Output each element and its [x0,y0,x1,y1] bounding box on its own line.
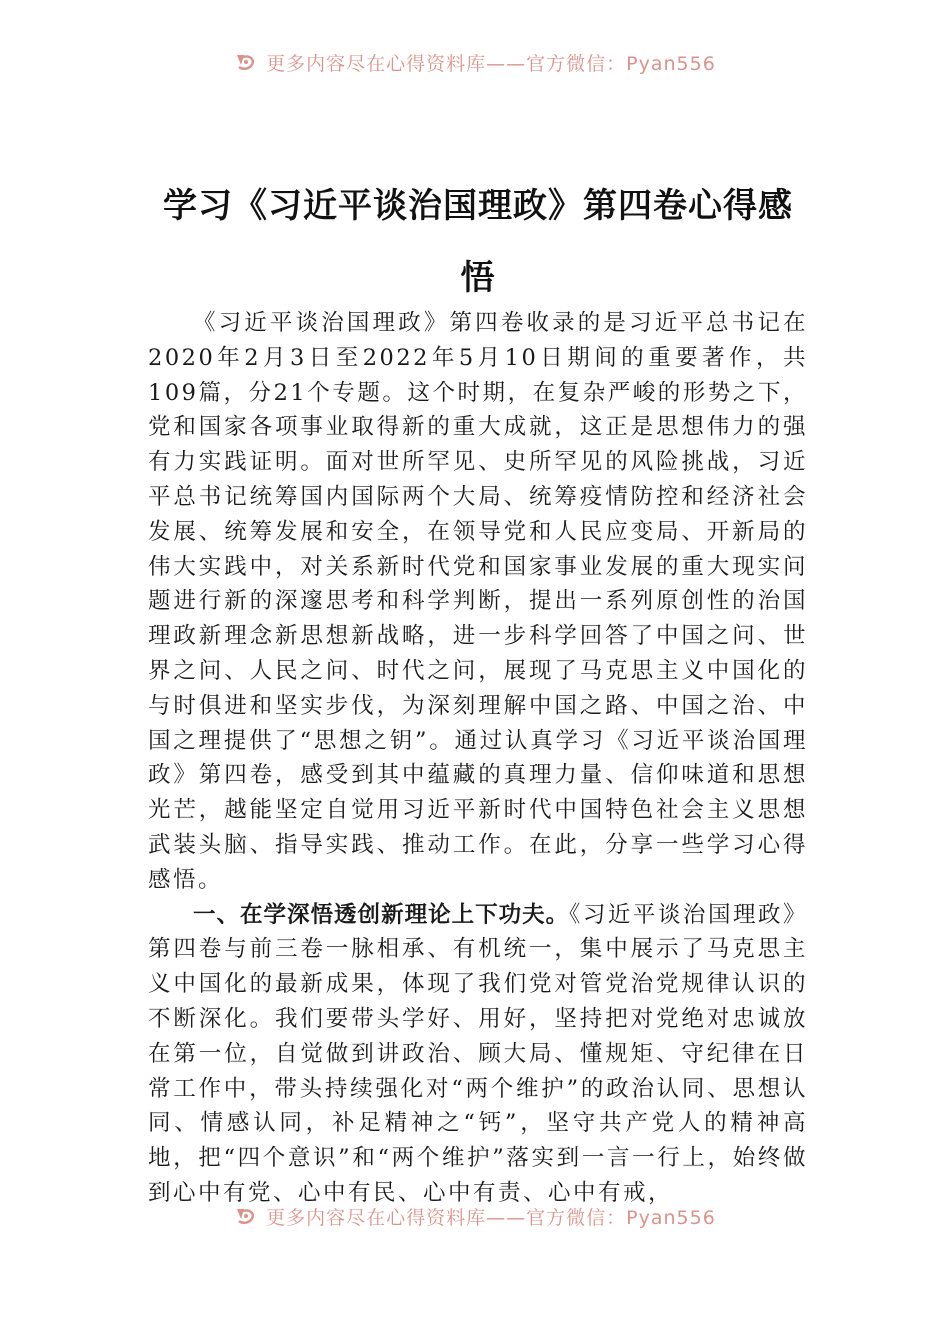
paragraph-section-one [148,898,808,1211]
section-one-heading: 一、在学深悟透创新理论上下功夫。 [193,901,570,928]
document-title: 学习《习近平谈治国理政》第四卷心得感悟 [163,186,793,298]
paragraph-intro [148,306,808,898]
section-one-text: 《习近平谈治国理政》第四卷与前三卷一脉相承、有机统一，集中展示了马克思主义中国化的最新成果，体现了我们党对管党治党规律认识的不断深化。我们要带头学好、用好，坚持把对党绝对忠诚放在第一位，自觉做到讲政治、顾大局、懂规矩、守纪律在日常工作中，带头持续强化对“两个维护”的政治认同、思想认同、情感认同，补足精神之“钙”，坚守共产党人的精神高地，把“四个意识”和“两个维护”落实到一言一行上，始终做到心中有党、心中有民、心中有责、心中有戒， [148,901,808,1206]
watermark-text: 更多内容尽在心得资料库——官方微信：Pyan556 [266,52,716,75]
paragraph-intro-text: 《习近平谈治国理政》第四卷收录的是习近平总书记在2020年2月3日至2022年5月10日期间的重要著作，共109篇，分21个专题。这个时期，在复杂严峻的形势之下，党和国家各项事业取得新的重大成就，这正是思想伟力的强有力实践证明。面对世所罕见、史所罕见的风险挑战，习近平总书记统筹国内国际两个大局、统筹疫情防控和经济社会发展、统筹发展和安全，在领导党和人民应变局、开新局的伟大实践中，对关系新时代党和国家事业发展的重大现实问题进行新的深邃思考和科学判断，提出一系列原创性的治国理政新理念新思想新战略，进一步科学回答了中国之问、世界之问、人民之问、时代之问，展现了马克思主义中国化的与时俱进和坚实步伐，为深刻理解中国之路、中国之治、中国之理提供了“思想之钥”。通过认真学习《习近平谈治国理政》第四卷，感受到其中蕴藏的真理力量、信仰味道和思想光芒，越能坚定自觉用习近平新时代中国特色社会主义思想武装头脑、指导实践、推动工作。在此，分享一些学习心得感悟。 [148,310,808,893]
watermark-banner-bottom [0,1204,950,1240]
brand-logo-icon [234,51,258,73]
document-body [148,306,808,1211]
watermark-banner-top [0,50,950,86]
watermark-text: 更多内容尽在心得资料库——官方微信：Pyan556 [266,1206,716,1229]
brand-logo-icon [234,1205,258,1227]
